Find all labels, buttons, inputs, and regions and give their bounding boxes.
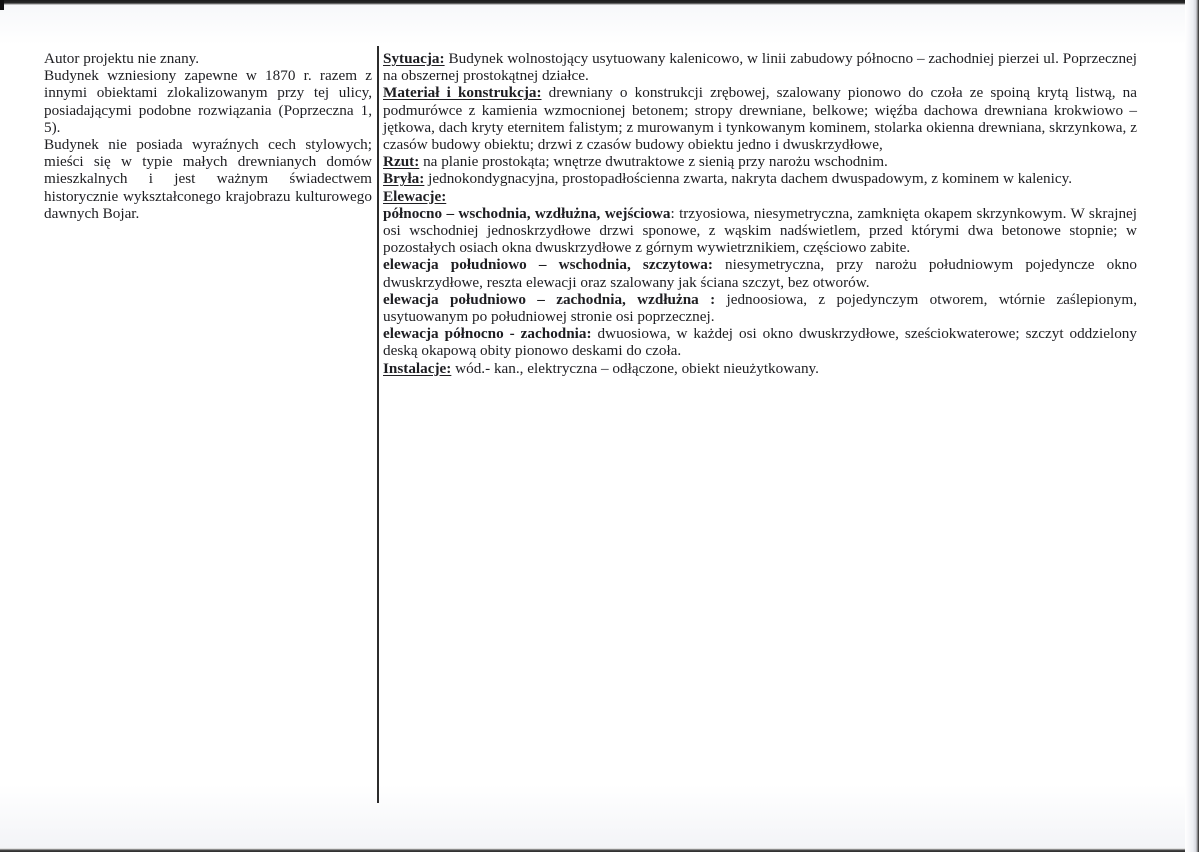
section-label-elewacje: Elewacje:: [383, 187, 447, 205]
elevation-text-northwest: dwuosiowa, w każdej osi okno dwuskrzydłowe, sześciokwaterowe; szczyt oddzielony deską okapową obity pionowo deskami do czoła.: [383, 325, 1137, 360]
elevation-label-southeast: elewacja południowo – wschodnia, szczytowa:: [383, 256, 713, 274]
elevation-text-southwest: jednoosiowa, z pojedynczym otworem, wtórnie zaślepionym, usytuowanym po południowej stronie osi poprzecznej.: [383, 290, 1137, 326]
elevation-southwest: [383, 291, 1137, 325]
elevation-text-southeast: niesymetryczna, przy narożu południowym pojedyncze okno dwuskrzydłowe, reszta elewacji oraz szalowany jak ściana szczyt, bez otworów.: [383, 256, 1137, 291]
section-label-material: Materiał i konstrukcja:: [383, 84, 542, 102]
elevation-text-northeast: : trzyosiowa, niesymetryczna, zamknięta okapem skrzynkowym. W skrajnej osi wschodniej jednoskrzydłowe drzwi sponowe, z wąskim nadświetlem, przed którymi dwa betonowe stopnie; w pozostałych osiach okna dwuskrzydłowe z górnym wywietrznikiem, częściowo zabite.: [383, 204, 1137, 257]
section-text-sytuacja: Budynek wolnostojący usytuowany kalenicowo, w linii zabudowy północno – zachodniej pierzei ul. Poprzecznej na obszernej prostokątnej działce.: [383, 50, 1137, 85]
construction-date-note: Budynek wzniesiony zapewne w 1870 r. razem z innymi obiektami zlokalizowanym przy tej ulicy, posiadającymi podobne rozwiązania (Poprzeczna 1, 5).: [44, 67, 372, 136]
section-bryla: [383, 170, 1137, 187]
column-divider: [377, 46, 379, 803]
author-note: Autor projektu nie znany.: [44, 50, 200, 67]
section-rzut: [383, 153, 1137, 170]
elevation-label-northwest: elewacja północno - zachodnia:: [383, 325, 592, 343]
section-elewacje-heading: [383, 188, 1137, 205]
style-assessment-note: Budynek nie posiada wyraźnych cech stylowych; mieści się w typie małych drewnianych domów mieszkalnych i jest ważnym świadectwem historycznie wykształconego krajobrazu kulturowego dawnych Bojar.: [44, 136, 372, 222]
section-text-instalacje: wód.- kan., elektryczna – odłączone, obiekt nieużytkowany.: [451, 359, 819, 377]
elevation-label-southwest: elewacja południowo – zachodnia, wzdłużna :: [383, 290, 716, 308]
scan-right-edge: [1185, 0, 1199, 852]
elevation-northwest: [383, 325, 1137, 359]
section-label-sytuacja: Sytuacja:: [383, 50, 445, 67]
scan-top-edge: [0, 0, 1199, 5]
section-label-instalacje: Instalacje:: [383, 359, 452, 377]
section-text-bryla: jednokondygnacyjna, prostopadłościenna zwarta, nakryta dachem dwuspadowym, z kominem w kalenicy.: [424, 170, 1073, 188]
elevation-label-northeast: północno – wschodnia, wzdłużna, wejściowa: [383, 204, 671, 222]
history-column: [44, 50, 372, 222]
description-column: [383, 50, 1137, 377]
section-label-rzut: Rzut:: [383, 153, 420, 171]
section-text-material: drewniany o konstrukcji zrębowej, szalowany pionowo do czoła ze spoiną krytą listwą, na podmurówce z kamienia wzmocnionej betonem; stropy drewniane, belkowe; więźba dachowa drewniana krokwiowo – jętkowa, dach kryty eternitem falistym; z murowanym i tynkowanym kominem, stolarka okienna drewniana, skrzynkowa, z czasów budowy obiektu; drzwi z czasów budowy obiektu jedno i dwuskrzydłowe,: [383, 84, 1137, 154]
elevation-northeast: [383, 205, 1137, 257]
section-instalacje: [383, 360, 1137, 377]
scan-bottom-edge: [0, 848, 1199, 852]
section-material: [383, 84, 1137, 153]
scan-corner-mark: [0, 0, 4, 10]
section-sytuacja: [383, 50, 1137, 84]
section-text-rzut: na planie prostokąta; wnętrze dwutraktowe z sienią przy narożu wschodnim.: [419, 153, 888, 171]
elevation-southeast: [383, 256, 1137, 290]
section-label-bryla: Bryła:: [383, 170, 425, 188]
